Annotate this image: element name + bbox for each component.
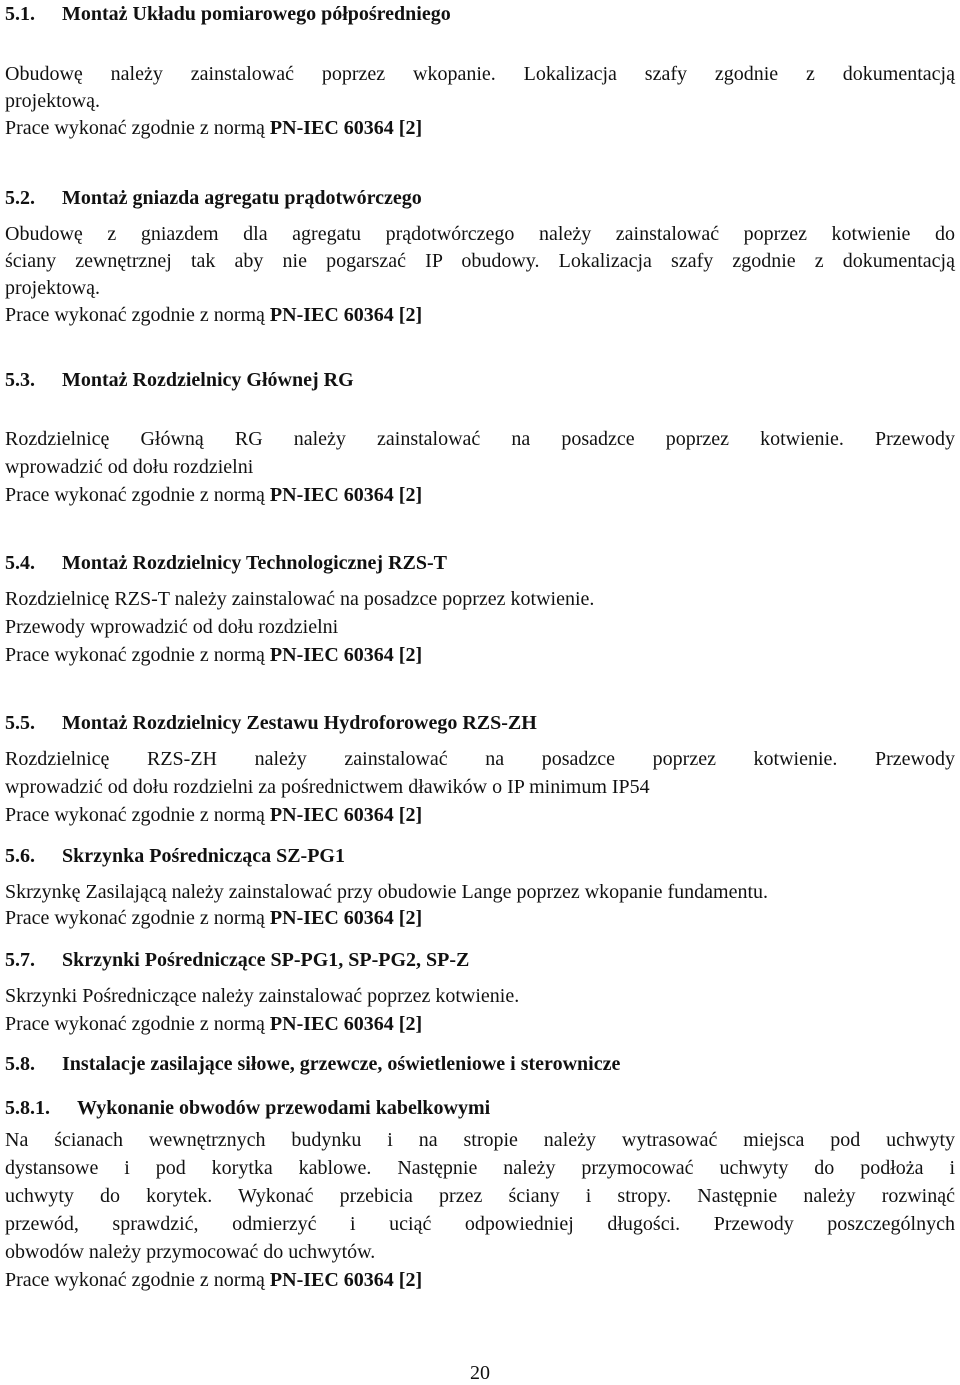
section-number: 5.7. xyxy=(5,949,35,971)
section-title: Montaż Układu pomiarowego półpośredniego xyxy=(62,3,451,25)
section-heading xyxy=(5,366,354,394)
norm-line xyxy=(5,904,422,932)
paragraph-line: Rozdzielnicę RZS-ZH należy zainstalować na posadzce poprzez kotwienie. Przewody xyxy=(5,748,955,770)
section-heading xyxy=(5,1050,620,1078)
paragraph-line: Obudowę z gniazdem dla agregatu prądotwórczego należy zainstalować poprzez kotwienie do xyxy=(5,223,955,245)
section-title: Skrzynka Pośrednicząca SZ-PG1 xyxy=(62,845,345,867)
paragraph-line: Skrzynkę Zasilającą należy zainstalować przy obudowie Lange poprzez wkopanie fundamentu. xyxy=(5,881,769,903)
norm-reference: PN-IEC 60364 [2] xyxy=(269,484,423,506)
section-title: Wykonanie obwodów przewodami kabelkowymi xyxy=(77,1097,491,1119)
norm-prefix: Prace wykonać zgodnie z normą xyxy=(5,1269,270,1291)
section-number: 5.1. xyxy=(5,3,35,25)
norm-line xyxy=(5,1266,422,1294)
section-heading xyxy=(5,946,469,974)
section-title: Montaż Rozdzielnicy Zestawu Hydroforowego RZS-ZH xyxy=(62,712,537,734)
section-title: Montaż Rozdzielnicy Głównej RG xyxy=(62,369,354,391)
paragraph-line: obwodów należy przymocować do uchwytów. xyxy=(5,1241,376,1263)
paragraph-line: projektową. xyxy=(5,90,100,112)
paragraph-line: Na ścianach wewnętrznych budynku i na stropie należy wytrasować miejsca pod uchwyty xyxy=(5,1129,955,1151)
section-title: Montaż Rozdzielnicy Technologicznej RZS-T xyxy=(62,552,447,574)
norm-prefix: Prace wykonać zgodnie z normą xyxy=(5,304,270,326)
section-number: 5.4. xyxy=(5,552,35,574)
section-number: 5.5. xyxy=(5,712,35,734)
section-title: Montaż gniazda agregatu prądotwórczego xyxy=(62,187,422,209)
norm-prefix: Prace wykonać zgodnie z normą xyxy=(5,484,270,506)
norm-reference: PN-IEC 60364 [2] xyxy=(269,1269,423,1291)
norm-prefix: Prace wykonać zgodnie z normą xyxy=(5,117,270,139)
subsection-heading xyxy=(5,1094,490,1122)
section-number: 5.3. xyxy=(5,369,35,391)
norm-line xyxy=(5,801,422,829)
section-number: 5.8.1. xyxy=(5,1097,50,1119)
section-number: 5.2. xyxy=(5,187,35,209)
paragraph-line: Przewody wprowadzić od dołu rozdzielni xyxy=(5,616,339,638)
section-number: 5.6. xyxy=(5,845,35,867)
paragraph-line: Skrzynki Pośredniczące należy zainstalować poprzez kotwienie. xyxy=(5,985,520,1007)
norm-prefix: Prace wykonać zgodnie z normą xyxy=(5,644,270,666)
section-heading xyxy=(5,709,537,737)
norm-reference: PN-IEC 60364 [2] xyxy=(269,804,423,826)
paragraph-line: Rozdzielnicę RZS-T należy zainstalować na posadzce poprzez kotwienie. xyxy=(5,588,595,610)
norm-line xyxy=(5,114,422,142)
section-number: 5.8. xyxy=(5,1053,35,1075)
paragraph-line: dystansowe i pod korytka kablowe. Następnie należy przymocować uchwyty do podłoża i xyxy=(5,1157,955,1179)
norm-prefix: Prace wykonać zgodnie z normą xyxy=(5,1013,270,1035)
paragraph-line: projektową. xyxy=(5,277,100,299)
section-heading xyxy=(5,549,447,577)
norm-prefix: Prace wykonać zgodnie z normą xyxy=(5,804,270,826)
paragraph-line: ściany zewnętrznej tak aby nie pogarszać IP obudowy. Lokalizacja szafy zgodnie z dokumentacją xyxy=(5,250,955,272)
section-heading xyxy=(5,842,345,870)
paragraph-line: wprowadzić od dołu rozdzielni za pośrednictwem dławików o IP minimum IP54 xyxy=(5,776,650,798)
page-number: 20 xyxy=(470,1362,490,1384)
norm-reference: PN-IEC 60364 [2] xyxy=(269,644,423,666)
norm-reference: PN-IEC 60364 [2] xyxy=(269,117,423,139)
paragraph-line: Obudowę należy zainstalować poprzez wkopanie. Lokalizacja szafy zgodnie z dokumentacją xyxy=(5,63,955,85)
norm-line xyxy=(5,641,422,669)
norm-reference: PN-IEC 60364 [2] xyxy=(269,304,423,326)
paragraph-line: przewód, sprawdzić, odmierzyć i uciąć odpowiedniej długości. Przewody poszczególnych xyxy=(5,1213,955,1235)
paragraph-line: uchwyty do korytek. Wykonać przebicia przez ściany i stropy. Następnie należy rozwinąć xyxy=(5,1185,955,1207)
section-title: Skrzynki Pośredniczące SP-PG1, SP-PG2, SP-Z xyxy=(62,949,470,971)
paragraph-line: wprowadzić od dołu rozdzielni xyxy=(5,456,254,478)
norm-reference: PN-IEC 60364 [2] xyxy=(269,1013,423,1035)
paragraph-line: Rozdzielnicę Główną RG należy zainstalować na posadzce poprzez kotwienie. Przewody xyxy=(5,428,955,450)
section-heading xyxy=(5,0,451,28)
norm-prefix: Prace wykonać zgodnie z normą xyxy=(5,907,270,929)
norm-reference: PN-IEC 60364 [2] xyxy=(269,907,423,929)
norm-line xyxy=(5,481,422,509)
section-title: Instalacje zasilające siłowe, grzewcze, oświetleniowe i sterownicze xyxy=(62,1053,621,1075)
section-heading xyxy=(5,184,422,212)
norm-line xyxy=(5,301,422,329)
norm-line xyxy=(5,1010,422,1038)
